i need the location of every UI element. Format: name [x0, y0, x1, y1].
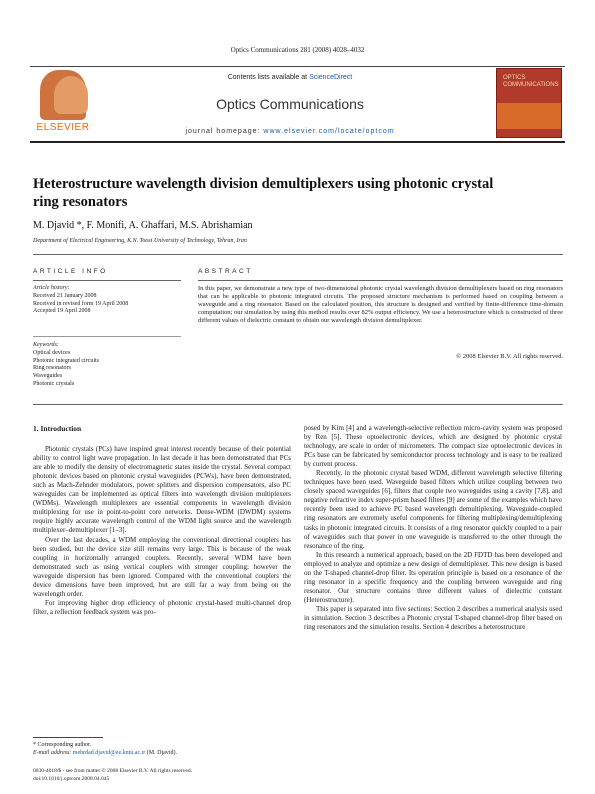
journal-homepage	[100, 128, 480, 135]
article-title: Heterostructure wavelength division demultiplexers using photonic crystal ring resonators	[33, 176, 494, 210]
keywords	[33, 342, 181, 389]
keyword: Ring resonators	[33, 365, 71, 372]
cover-title: OPTICS COMMUNICATIONS	[503, 75, 559, 88]
copyright-notice: © 2008 Elsevier B.V. All rights reserved.	[456, 353, 563, 360]
journal-title: Optics Communications	[216, 96, 364, 112]
masthead-top-rule	[30, 66, 565, 67]
history-item: Received 21 January 2008	[33, 292, 97, 299]
email-label: E-mail address:	[33, 750, 73, 756]
article-info-heading: ARTICLE INFO	[33, 268, 108, 275]
body-paragraph: posed by Kim [4] and a wavelength-selective reflection micro-cavity system was proposed by Ren [5]. These optoelectronic devices, which are designed by photonic crystal technology, are scale in order of micrometers. The compact size optoelectronic devices in PCs base can be fabricated by semiconductor process technology and is easy to be realized by current process.	[304, 424, 562, 469]
keyword: Optical devices	[33, 349, 71, 356]
body-paragraph: In this research a numerical approach, based on the 2D FDTD has been developed and employed to analyze and optimize a new design of demultiplexer. This new design is based on the T-shaped channel-drop filter. Its operation principle is based on a resonance of the ring resonator in a specific frequency and the coupling between waveguide and ring resonator. Our structure contains three different values of dielectric constant (Heterostructure).	[304, 550, 562, 604]
footnote	[33, 741, 291, 757]
contents-prefix: Contents lists available at	[227, 74, 310, 81]
body-paragraph: For improving higher drop efficiency of photonic crystal-based multi-channel drop filter, a reflection feedback system was pro-	[33, 598, 291, 616]
article-info-rule	[33, 280, 181, 281]
abstract-bottom-rule	[33, 404, 563, 405]
elsevier-tree-icon	[40, 70, 86, 120]
footnote-rule	[33, 737, 103, 738]
body-column-left	[33, 424, 291, 617]
cover-band	[497, 103, 561, 129]
email-link[interactable]: mehrdad.djavid@ee.kntu.ac.ir	[72, 750, 146, 756]
body-paragraph: Recently, in the photonic crystal based WDM, different wavelength selective filtering techniques have been used. Waveguide based filters which utilize coupling between two closely spaced waveguides [6], filters that couple two waveguides using a cavity [7,8], and negative refractive index super-prism based filters [9] are some of the examples which have recently been used to achieve PC based wavelength demultiplexing. Waveguide-coupled ring resonators are extremely useful components for filtering multiplexing/demultiplexing tasks in photonic integrated circuits. It consists of a ring resonator quickly coupled to a pair of waveguides such that power in one waveguide is transferred to the other through the resonance of the ring.	[304, 469, 562, 550]
abstract-text: In this paper, we demonstrate a new type of two-dimensional photonic crystal wavelength division demultiplexers based on ring resonators that can be applicable to photonic integrated circuits. The proposed structure mechanism is performed based on coupling between a waveguide and a ring resonator. Based on the calculated position, this structure is designed and verified by finite-difference time-domain computation; our simulation by using this method results over 82% output efficiency. We use a heterostructure which is constructed of three different values of dielectric constant to obtain our wavelength division demultiplexer.	[198, 285, 563, 325]
history-item: Accepted 19 April 2008	[33, 308, 91, 315]
body-paragraph: Over the last decades, a WDM employing the conventional directional couplers has been studied, but the device size still remains very large. This is because of the weak coupling in horizontally arranged couplers. Recently, several WDM have been demonstrated such as using vertical couplers with stronger coupling; however the waveguide dispersion has been ignored. Compared with the conventional couplers the device dimensions have been improved, but are still far a way from being on the wavelength order.	[33, 535, 291, 598]
elsevier-logo[interactable]	[32, 70, 94, 134]
email-line	[33, 749, 291, 757]
journal-cover-thumbnail[interactable]	[496, 68, 562, 138]
keyword: Waveguides	[33, 373, 63, 380]
abstract-rule	[198, 280, 563, 281]
history-item: Received in revised form 19 April 2008	[33, 300, 129, 307]
sciencedirect-link[interactable]: ScienceDirect	[309, 74, 353, 81]
affiliation: Department of Electrical Engineering, K.N. Toosi University of Technology, Tehran, Iran	[33, 238, 247, 244]
publisher-name: ELSEVIER	[36, 122, 90, 133]
corresponding-author-note: * Corresponding author.	[33, 742, 92, 748]
body-paragraph: Photonic crystals (PCs) have inspired great interest recently because of their potential ability to control light wave propagation. In last decade it has been demonstrated that PCs are able to modify the density of electromagnetic states inside the crystal. Several compact photonic devices based on photonic crystal waveguides (PCWs), have been demonstrated, such as Mach-Zehnder modulators, power splitters and dispersion compensators, also PC waveguides can be implemented as optical filters into wavelength division multiplexers (WDMs). Wavelength multiplexers are essential components in wavelength division multiplexing for use in point-to-point core networks. Dense-WDM (DWDM) systems require highly accurate wavelength control of the WDM light source and the wavelength multiplexer–demultiplexer [1–3].	[33, 445, 291, 535]
keywords-separator	[33, 336, 181, 337]
body-paragraph: This paper is separated into five sections: Section 2 describes a numerical analysis used in simulation. Section 3 describes a Photonic crystal T-shaped channel-drop filter based on ring resonators and the simulation results. Section 4 describes a heterostructure	[304, 604, 562, 632]
keyword: Photonic integrated circuits	[33, 357, 99, 364]
body-column-right	[304, 424, 562, 632]
issn-line: 0030-4018/$ - see front matter © 2008 Elsevier B.V. All rights reserved.	[33, 768, 192, 774]
keywords-label: Keywords:	[33, 342, 59, 348]
history-label: Article history:	[33, 285, 70, 291]
author-list: M. Djavid *, F. Monifi, A. Ghaffari, M.S. Abrishamian	[33, 220, 253, 231]
homepage-link[interactable]: www.elsevier.com/locate/optcom	[263, 128, 395, 135]
info-top-rule	[33, 254, 563, 255]
section-title: 1. Introduction	[33, 424, 82, 433]
masthead-bottom-rule	[30, 141, 565, 143]
email-suffix: (M. Djavid).	[145, 750, 177, 756]
issn-doi	[33, 768, 333, 783]
journal-reference: Optics Communications 281 (2008) 4028–4032	[230, 46, 365, 54]
contents-line	[100, 74, 480, 81]
abstract-heading: ABSTRACT	[198, 268, 253, 275]
homepage-prefix: journal homepage:	[185, 128, 264, 135]
keyword: Photonic crystals	[33, 380, 75, 387]
article-history	[33, 285, 181, 316]
doi-link[interactable]: doi:10.1016/j.optcom.2008.04.045	[33, 775, 110, 782]
